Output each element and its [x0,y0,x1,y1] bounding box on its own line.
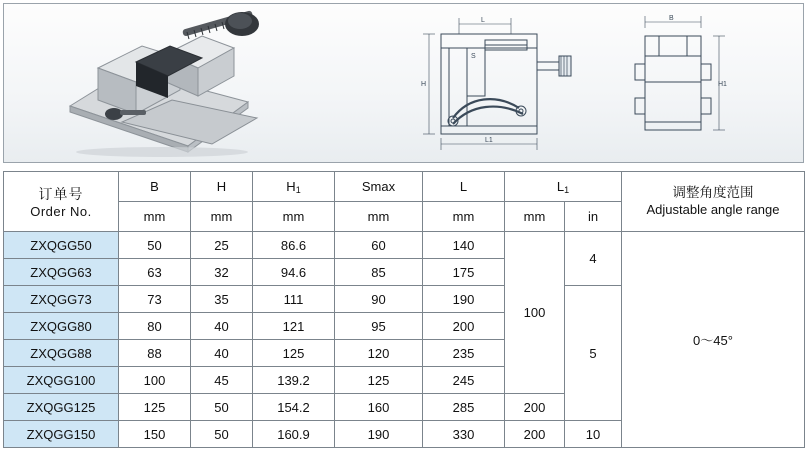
header-col-h1: $H^1$ [253,172,335,202]
header-unit-smax: mm [335,202,423,232]
cell-h: 40 [191,340,253,367]
cell-b: 100 [119,367,191,394]
cell-h1: 139.2 [253,367,335,394]
cell-order-no: ZXQGG80 [4,313,119,340]
specification-table [3,171,805,448]
cell-l1-mm: 200 [505,421,565,448]
cell-b: 80 [119,313,191,340]
cell-l: 200 [423,313,505,340]
header-unit-l: mm [423,202,505,232]
cell-b: 88 [119,340,191,367]
cell-l: 190 [423,286,505,313]
header-angle-cn: 调整角度范围 [672,184,754,200]
cell-smax: 190 [335,421,423,448]
cell-h: 40 [191,313,253,340]
cell-smax: 120 [335,340,423,367]
cell-order-no: ZXQGG125 [4,394,119,421]
cell-l1-in: 10 [565,421,622,448]
header-col-l: L [423,172,505,202]
cell-order-no: ZXQGG88 [4,340,119,367]
cell-b: 50 [119,232,191,259]
product-spec-page [0,3,807,463]
cell-smax: 60 [335,232,423,259]
table-row [4,232,805,259]
header-unit-l1-mm: mm [505,202,565,232]
svg-text:L: L [481,17,485,24]
cell-smax: 90 [335,286,423,313]
cell-l1-mm: 100 [505,232,565,394]
cell-l1-in: 5 [565,286,622,421]
cell-h1: 86.6 [253,232,335,259]
header-angle-en: Adjustable angle range [646,201,780,217]
cell-order-no: ZXQGG73 [4,286,119,313]
cell-l: 285 [423,394,505,421]
cell-l1-mm: 200 [505,394,565,421]
cell-l: 330 [423,421,505,448]
cell-l: 140 [423,232,505,259]
front-view-drawing [419,12,579,152]
cell-order-no: ZXQGG50 [4,232,119,259]
header-unit-h1: mm [253,202,335,232]
cell-h1: 160.9 [253,421,335,448]
cell-b: 73 [119,286,191,313]
cell-h1: 154.2 [253,394,335,421]
header-col-smax: Smax [335,172,423,202]
header-order-no-en: Order No. [30,204,92,219]
side-view-drawing [619,12,729,147]
vise-product-photo [62,10,277,158]
cell-h1: 121 [253,313,335,340]
cell-b: 150 [119,421,191,448]
svg-text:B: B [669,15,674,22]
cell-smax: 125 [335,367,423,394]
header-unit-l1-in: in [565,202,622,232]
table-header-row-1 [4,172,805,202]
header-unit-h: mm [191,202,253,232]
cell-h: 50 [191,421,253,448]
svg-text:L1: L1 [485,137,493,144]
header-col-h: H [191,172,253,202]
header-order-no-cn: 订单号 [38,186,84,202]
cell-l: 235 [423,340,505,367]
svg-text:H1: H1 [718,81,727,88]
cell-b: 125 [119,394,191,421]
cell-l1-in: 4 [565,232,622,286]
product-image-panel [3,3,804,163]
svg-text:H: H [421,81,427,88]
cell-smax: 95 [335,313,423,340]
cell-smax: 85 [335,259,423,286]
cell-b: 63 [119,259,191,286]
cell-order-no: ZXQGG100 [4,367,119,394]
header-col-l1-group: $L^1$ [505,172,622,202]
header-unit-b: mm [119,202,191,232]
header-order-no [4,172,119,232]
cell-l: 245 [423,367,505,394]
cell-h1: 111 [253,286,335,313]
cell-smax: 160 [335,394,423,421]
cell-h: 32 [191,259,253,286]
cell-h1: 125 [253,340,335,367]
cell-order-no: ZXQGG63 [4,259,119,286]
cell-h1: 94.6 [253,259,335,286]
cell-order-no: ZXQGG150 [4,421,119,448]
cell-h: 25 [191,232,253,259]
header-col-b: B [119,172,191,202]
cell-h: 35 [191,286,253,313]
specification-table-wrapper [3,171,804,448]
cell-h: 50 [191,394,253,421]
cell-h: 45 [191,367,253,394]
cell-adjustable-angle: 0～45° [622,232,805,448]
header-adjustable-angle [622,172,805,232]
cell-l: 175 [423,259,505,286]
svg-text:S: S [471,53,476,60]
